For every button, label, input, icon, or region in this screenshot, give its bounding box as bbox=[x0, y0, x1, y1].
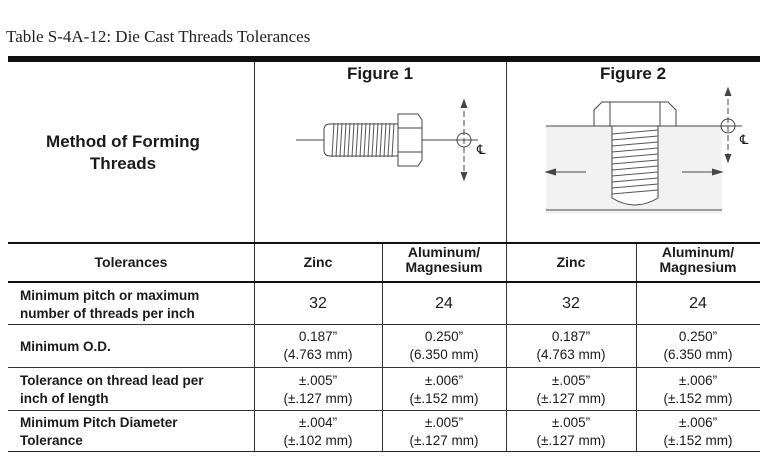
table-cell bbox=[382, 328, 506, 364]
cell-inch-value: ±.006” bbox=[678, 415, 718, 430]
cell-mm-value: (±.127 mm) bbox=[536, 391, 606, 406]
cell-mm-value: (±.152 mm) bbox=[409, 391, 479, 406]
method-of-forming-heading bbox=[8, 131, 238, 175]
figure-2-title: Figure 2 bbox=[599, 64, 667, 83]
row-label bbox=[20, 372, 204, 408]
row-label-line1: Tolerance on thread lead per bbox=[20, 373, 204, 388]
cell-inch-value: 0.187” bbox=[298, 329, 338, 344]
alum-header-line1: Aluminum/ bbox=[661, 244, 735, 260]
alum-header-line2: Magnesium bbox=[659, 259, 737, 275]
cell-inch-value: ±.006” bbox=[678, 373, 718, 388]
cell-mm-value: (±.102 mm) bbox=[283, 433, 353, 448]
method-heading-line1: Method of Forming bbox=[46, 132, 200, 151]
zinc-column-header: Zinc bbox=[556, 254, 586, 270]
table-caption: Table S-4A-12: Die Cast Threads Tolerances bbox=[6, 27, 311, 46]
row-divider bbox=[8, 324, 760, 325]
row-label-line1: Minimum pitch or maximum bbox=[20, 288, 200, 303]
cell-inch-value: ±.005” bbox=[551, 373, 591, 388]
table-cell bbox=[636, 414, 760, 450]
cell-inch-value: 0.250” bbox=[424, 329, 464, 344]
cell-inch-value: ±.005” bbox=[298, 373, 338, 388]
aluminum-magnesium-column-header bbox=[382, 245, 506, 275]
table-cell: 24 bbox=[689, 295, 707, 312]
row-label-line2: number of threads per inch bbox=[20, 306, 195, 321]
table-cell: 32 bbox=[562, 295, 580, 312]
table-cell bbox=[506, 372, 636, 408]
figure-1-thread-drawing bbox=[262, 92, 502, 182]
aluminum-magnesium-column-header bbox=[636, 245, 760, 275]
cell-mm-value: (±.152 mm) bbox=[663, 391, 733, 406]
table-top-rule bbox=[8, 56, 760, 62]
cell-inch-value: ±.004” bbox=[298, 415, 338, 430]
cell-mm-value: (6.350 mm) bbox=[409, 347, 479, 362]
table-cell bbox=[382, 414, 506, 450]
cell-mm-value: (±.152 mm) bbox=[663, 433, 733, 448]
table-cell bbox=[506, 328, 636, 364]
table-bottom-rule bbox=[8, 451, 760, 452]
cell-mm-value: (±.127 mm) bbox=[536, 433, 606, 448]
row-divider bbox=[8, 367, 760, 368]
cell-mm-value: (±.127 mm) bbox=[283, 391, 353, 406]
cell-mm-value: (4.763 mm) bbox=[283, 347, 353, 362]
figure-2-centerline-symbol: ℄ bbox=[740, 132, 749, 147]
cell-mm-value: (±.127 mm) bbox=[409, 433, 479, 448]
row-label bbox=[20, 338, 111, 356]
row-label bbox=[20, 287, 199, 323]
cell-mm-value: (6.350 mm) bbox=[663, 347, 733, 362]
table-cell bbox=[636, 328, 760, 364]
row-divider bbox=[8, 410, 760, 411]
alum-header-line2: Magnesium bbox=[405, 259, 483, 275]
table-cell bbox=[506, 414, 636, 450]
method-heading-line2: Threads bbox=[89, 154, 157, 173]
figure-2-thread-drawing bbox=[520, 84, 756, 220]
cell-inch-value: 0.250” bbox=[678, 329, 718, 344]
row-label-line2: Tolerance bbox=[20, 433, 83, 448]
alum-header-line1: Aluminum/ bbox=[407, 244, 481, 260]
table-cell bbox=[254, 328, 382, 364]
figure-1-title: Figure 1 bbox=[346, 64, 414, 83]
cell-inch-value: ±.006” bbox=[424, 373, 464, 388]
row-label-line2: inch of length bbox=[20, 391, 109, 406]
table-cell bbox=[254, 414, 382, 450]
figure-1-centerline-symbol: ℄ bbox=[477, 142, 486, 157]
table-cell: 32 bbox=[309, 295, 327, 312]
row-label-line1: Minimum O.D. bbox=[20, 339, 111, 354]
table-cell bbox=[254, 372, 382, 408]
row-label-line1: Minimum Pitch Diameter bbox=[20, 415, 178, 430]
cell-inch-value: ±.005” bbox=[551, 415, 591, 430]
zinc-column-header: Zinc bbox=[303, 254, 333, 270]
header-rule bbox=[8, 281, 760, 283]
cell-inch-value: 0.187” bbox=[551, 329, 591, 344]
row-label bbox=[20, 414, 178, 450]
table-cell bbox=[382, 372, 506, 408]
tolerances-column-header: Tolerances bbox=[94, 254, 168, 270]
table-cell bbox=[636, 372, 760, 408]
table-cell: 24 bbox=[435, 295, 453, 312]
header-rule bbox=[8, 242, 760, 244]
cell-mm-value: (4.763 mm) bbox=[536, 347, 606, 362]
cell-inch-value: ±.005” bbox=[424, 415, 464, 430]
